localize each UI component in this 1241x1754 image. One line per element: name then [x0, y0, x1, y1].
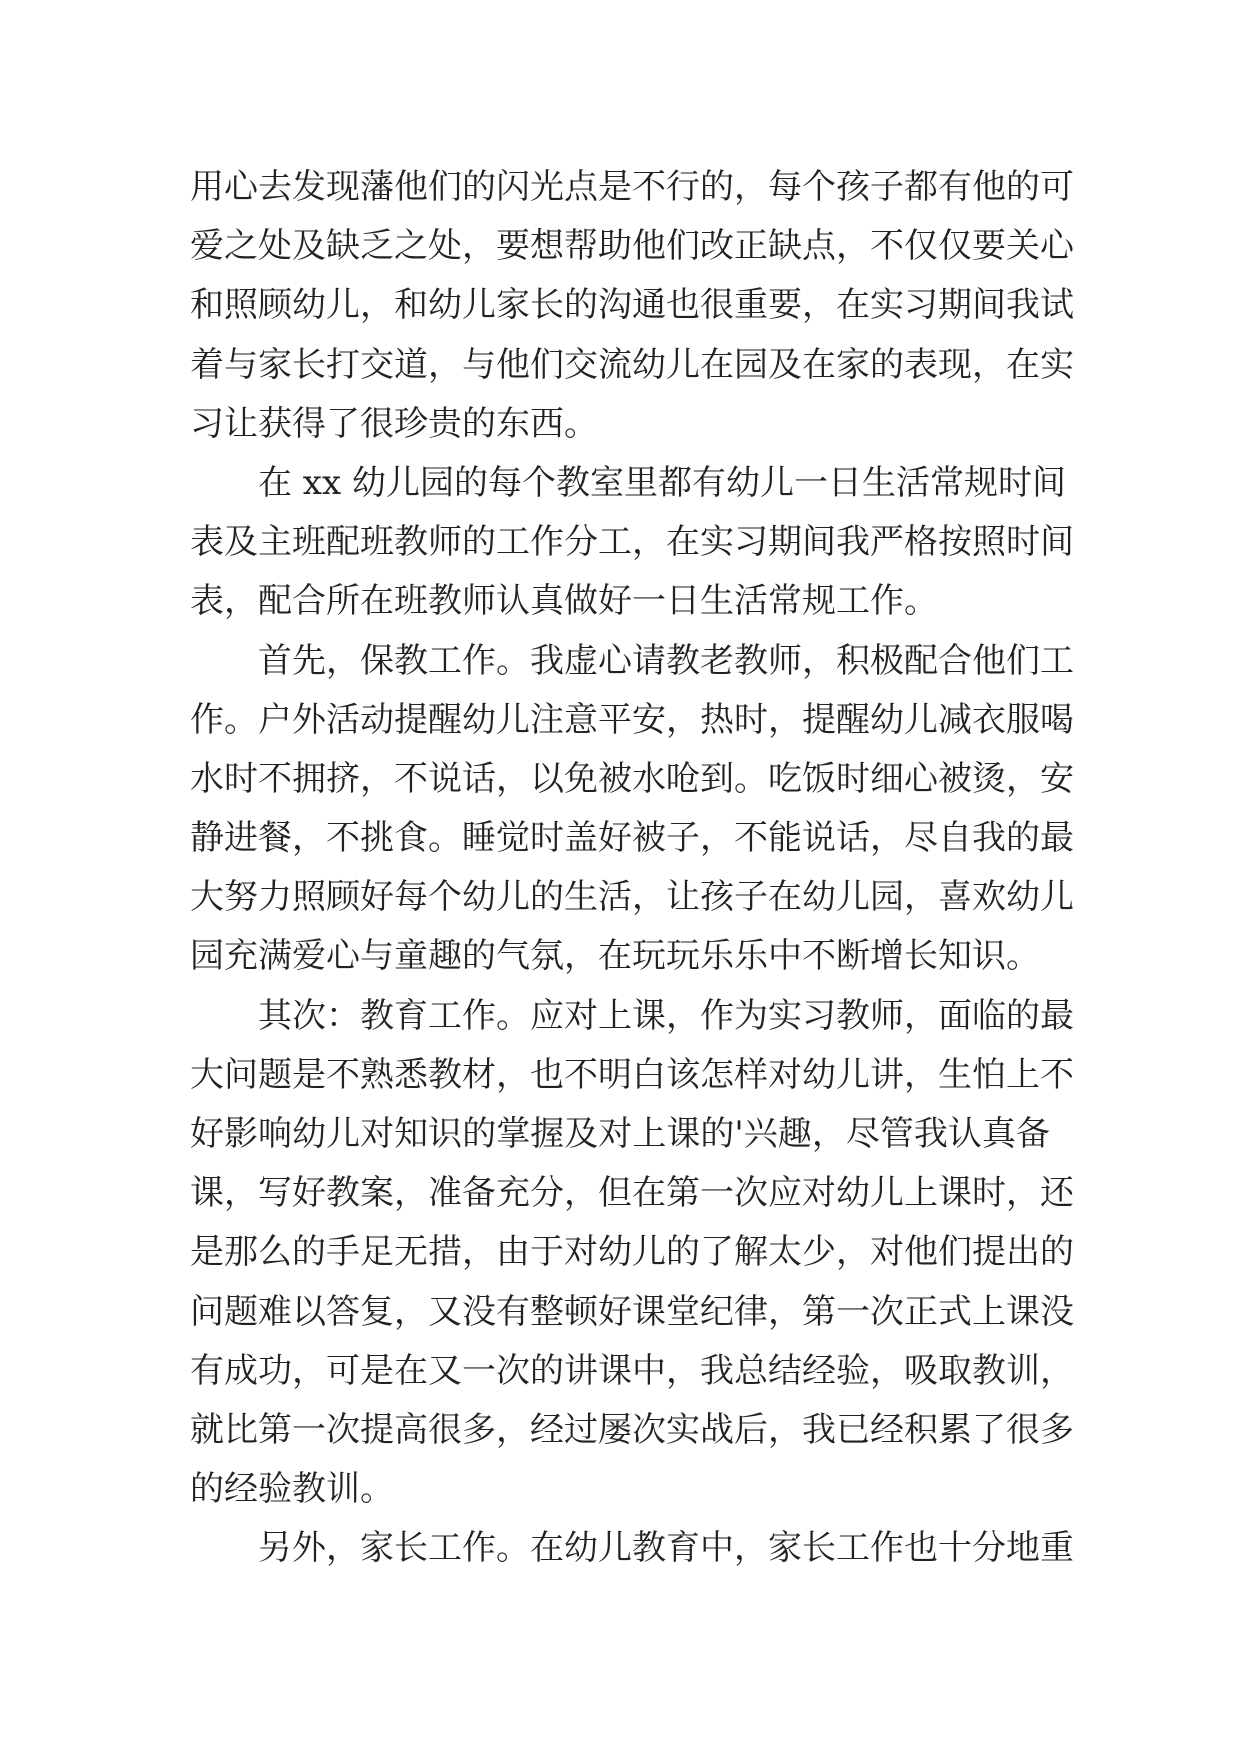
text-line: 水时不拥挤，不说话，以免被水呛到。吃饭时细心被烫，安 [190, 758, 1074, 799]
text-line: 就比第一次提高很多，经过屡次实战后，我已经积累了很多 [190, 1409, 1074, 1450]
text-line: 着与家长打交道，与他们交流幼儿在园及在家的表现，在实 [190, 344, 1074, 385]
text-line: 大努力照顾好每个幼儿的生活，让孩子在幼儿园，喜欢幼儿 [190, 877, 1074, 918]
text-line: 和照顾幼儿，和幼儿家长的沟通也很重要，在实习期间我试 [190, 285, 1074, 326]
text-line: 的经验教训。 [190, 1469, 394, 1510]
text-line: 作。户外活动提醒幼儿注意平安，热时，提醒幼儿减衣服喝 [190, 699, 1074, 740]
text-line: 有成功，可是在又一次的讲课中，我总结经验，吸取教训， [190, 1350, 1074, 1391]
text-line: 课，写好教案，准备充分，但在第一次应对幼儿上课时，还 [190, 1173, 1074, 1214]
text-line: 是那么的手足无措，由于对幼儿的了解太少，对他们提出的 [190, 1232, 1074, 1273]
paragraph-start-line: 另外，家长工作。在幼儿教育中，家长工作也十分地重 [258, 1528, 1074, 1569]
text-line: 习让获得了很珍贵的东西。 [190, 403, 598, 444]
paragraph-start-line: 在 xx 幼儿园的每个教室里都有幼儿一日生活常规时间 [258, 462, 1066, 503]
text-line: 问题难以答复，又没有整顿好课堂纪律，第一次正式上课没 [190, 1291, 1074, 1332]
text-line: 好影响幼儿对知识的掌握及对上课的'兴趣，尽管我认真备 [190, 1114, 1050, 1154]
text-line: 大问题是不熟悉教材，也不明白该怎样对幼儿讲，生怕上不 [190, 1054, 1074, 1095]
document-body [190, 158, 1074, 1579]
paragraph-start-line: 其次：教育工作。应对上课，作为实习教师，面临的最 [258, 995, 1074, 1036]
text-line: 静进餐，不挑食。睡觉时盖好被子，不能说话，尽自我的最 [190, 818, 1074, 859]
text-line: 园充满爱心与童趣的气氛，在玩玩乐乐中不断增长知识。 [190, 936, 1040, 977]
paragraph-start-line: 首先，保教工作。我虚心请教老教师，积极配合他们工 [258, 640, 1074, 681]
text-line: 用心去发现藩他们的闪光点是不行的，每个孩子都有他的可 [190, 167, 1074, 207]
text-line: 爱之处及缺乏之处，要想帮助他们改正缺点，不仅仅要关心 [190, 226, 1074, 267]
text-line: 表及主班配班教师的工作分工，在实习期间我严格按照时间 [190, 522, 1074, 563]
text-line: 表，配合所在班教师认真做好一日生活常规工作。 [190, 581, 938, 622]
